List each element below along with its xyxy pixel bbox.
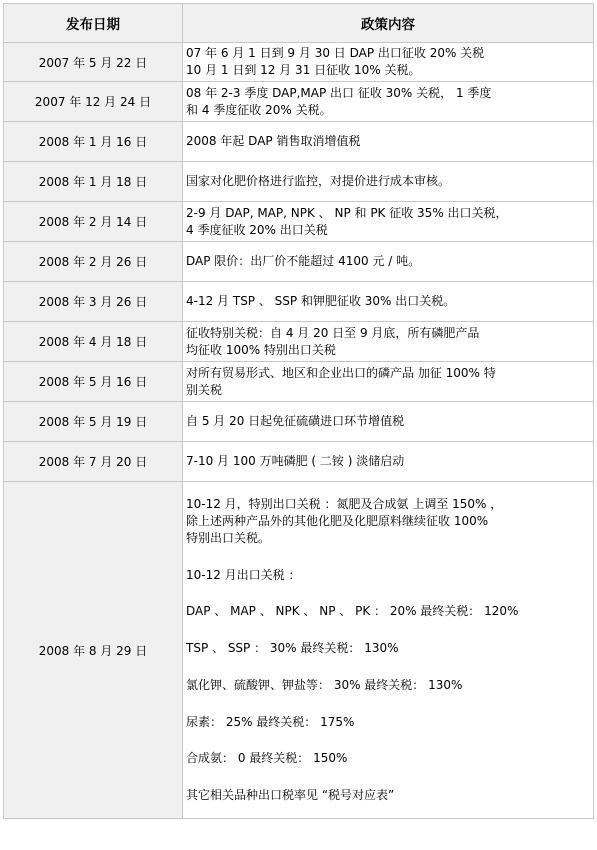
- policy-text-line: 别关税: [186, 382, 223, 397]
- policy-text-line: 自 5 月 20 日起免征硫磺进口环节增值税: [186, 414, 405, 428]
- policy-content-cell: [183, 43, 594, 82]
- policy-text-line: 均征收 100% 特别出口关税: [186, 342, 336, 357]
- date-cell: 2008 年 1 月 18 日: [4, 162, 183, 202]
- table-row: [4, 162, 594, 202]
- header-row: [4, 4, 594, 43]
- policy-text-line: 特别出口关税。: [186, 531, 271, 546]
- policy-text-line: DAP 、 MAP 、 NPK 、 NP 、 PK ： 20% 最终关税： 120%: [186, 604, 519, 619]
- table-row: [4, 322, 594, 362]
- policy-text-line: 除上述两种产品外的其他化肥及化肥原料继续征收 100%: [186, 514, 489, 529]
- policy-text-line: 和 4 季度征收 20% 关税。: [186, 102, 332, 117]
- header-date: 发布日期: [4, 4, 183, 43]
- policy-content-cell: [183, 202, 594, 242]
- policy-text-line: 征收特别关税：自 4 月 20 日至 9 月底，所有磷肥产品: [186, 325, 480, 340]
- table-row: [4, 442, 594, 482]
- date-cell: 2008 年 7 月 20 日: [4, 442, 183, 482]
- policy-text-line: 2008 年起 DAP 销售取消增值税: [186, 134, 361, 148]
- policy-text-line: 其它相关品种出口税率见 “税号对应表”: [186, 787, 395, 802]
- policy-text-line: 07 年 6 月 1 日到 9 月 30 日 DAP 出口征收 20% 关税: [186, 46, 485, 60]
- policy-text-line: 2-9 月 DAP, MAP, NPK 、 NP 和 PK 征收 35% 出口关税，: [186, 205, 508, 220]
- policy-text-line: 10-12 月出口关税 ：: [186, 567, 301, 582]
- policy-content-cell: [183, 162, 594, 202]
- table-row: [4, 402, 594, 442]
- date-cell: 2007 年 12 月 24 日: [4, 82, 183, 122]
- policy-text-line: 08 年 2-3 季度 DAP,MAP 出口 征收 30% 关税， 1 季度: [186, 85, 492, 100]
- table-row: [4, 362, 594, 402]
- blank-line: [186, 620, 591, 640]
- date-cell: 2008 年 2 月 14 日: [4, 202, 183, 242]
- table-row: [4, 202, 594, 242]
- policy-table: [3, 3, 594, 819]
- date-cell: 2008 年 2 月 26 日: [4, 242, 183, 282]
- date-cell: 2008 年 5 月 19 日: [4, 402, 183, 442]
- policy-text-line: 4 季度征收 20% 出口关税: [186, 222, 328, 237]
- table-row: [4, 282, 594, 322]
- blank-line: [186, 694, 591, 714]
- date-cell: 2007 年 5 月 22 日: [4, 43, 183, 82]
- header-content: 政策内容: [183, 4, 594, 43]
- policy-text-line: 合成氨： 0 最终关税： 150%: [186, 751, 348, 766]
- date-cell: 2008 年 4 月 18 日: [4, 322, 183, 362]
- blank-line: [186, 767, 591, 787]
- blank-line: [186, 547, 591, 567]
- blank-line: [186, 731, 591, 751]
- policy-content-cell: [183, 442, 594, 482]
- policy-text-line: 10-12 月，特别出口关税 ：氮肥及合成氨 上调至 150% ，: [186, 497, 503, 512]
- policy-content-cell: [183, 242, 594, 282]
- blank-line: [186, 657, 591, 677]
- policy-content-cell: [183, 402, 594, 442]
- table-row: [4, 482, 594, 819]
- table-row: [4, 122, 594, 162]
- policy-content-cell: [183, 82, 594, 122]
- date-cell: 2008 年 1 月 16 日: [4, 122, 183, 162]
- policy-content-cell: [183, 282, 594, 322]
- date-cell: 2008 年 8 月 29 日: [4, 482, 183, 819]
- policy-text-line: 国家对化肥价格进行监控，对提价进行成本审核。: [186, 174, 451, 188]
- policy-text-line: 尿素： 25% 最终关税： 175%: [186, 714, 355, 729]
- policy-text-line: 7-10 月 100 万吨磷肥 ( 二铵 ) 淡储启动: [186, 454, 405, 468]
- date-cell: 2008 年 3 月 26 日: [4, 282, 183, 322]
- policy-content-cell: [183, 122, 594, 162]
- policy-text-line: DAP 限价：出厂价不能超过 4100 元 / 吨。: [186, 254, 421, 268]
- policy-content-cell: [183, 362, 594, 402]
- blank-line: [186, 584, 591, 604]
- date-cell: 2008 年 5 月 16 日: [4, 362, 183, 402]
- policy-text-line: 10 月 1 日到 12 月 31 日征收 10% 关税。: [186, 63, 421, 77]
- policy-text-line: 对所有贸易形式、地区和企业出口的磷产品 加征 100% 特: [186, 365, 496, 380]
- policy-text-line: 氯化钾、硫酸钾、钾盐等： 30% 最终关税： 130%: [186, 677, 463, 692]
- table-row: [4, 242, 594, 282]
- policy-content-cell: [183, 322, 594, 362]
- policy-content-cell: [183, 482, 594, 819]
- table-row: [4, 82, 594, 122]
- table-row: [4, 43, 594, 82]
- policy-text-line: 4-12 月 TSP 、 SSP 和钾肥征收 30% 出口关税。: [186, 294, 456, 308]
- policy-text-line: TSP 、 SSP ： 30% 最终关税： 130%: [186, 641, 399, 656]
